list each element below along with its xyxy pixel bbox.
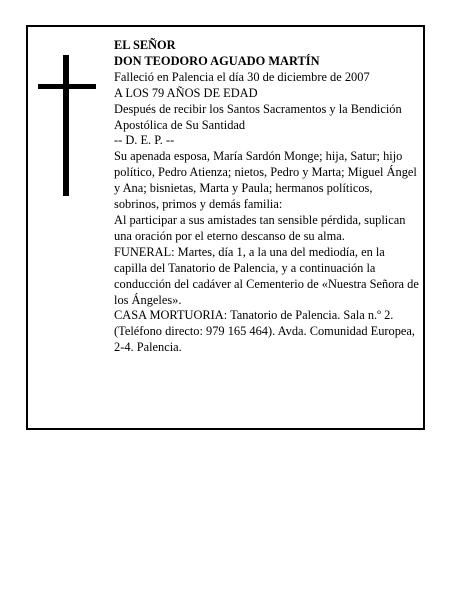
sacraments-line: Después de recibir los Santos Sacramentos y la Bendición Apostólica de Su Santidad xyxy=(114,101,402,132)
age-line: A LOS 79 AÑOS DE EDAD xyxy=(114,85,258,100)
mortuary-paragraph: CASA MORTUORIA: Tanatorio de Palencia. Sala n.º 2. (Teléfono directo: 979 165 464). Avda. Comunidad Europea, 2-4. Palencia. xyxy=(114,308,416,355)
funeral-paragraph: FUNERAL: Martes, día 1, a la una del mediodía, en la capilla del Tanatorio de Palencia, y a continuación la conducción del cadáver al Cementerio de «Nuestra Señora de los Ángeles». xyxy=(114,244,419,307)
death-date-line: Falleció en Palencia el día 30 de diciembre de 2007 xyxy=(114,69,370,84)
obituary-text xyxy=(114,38,419,356)
deceased-name: DON TEODORO AGUADO MARTÍN xyxy=(114,53,320,68)
rest-in-peace-line: -- D. E. P. -- xyxy=(114,133,175,148)
prayer-request-paragraph: Al participar a sus amistades tan sensible pérdida, suplican una oración por el eterno descanso de su alma. xyxy=(114,212,406,243)
family-paragraph: Su apenada esposa, María Sardón Monge; hija, Satur; hijo político, Pedro Atienza; nietos, Pedro y Marta; Miguel Ángel y Ana; bisnietas, Marta y Paula; hermanos políticos, sobrinos, primos y demás familia: xyxy=(114,149,417,212)
deceased-title: EL SEÑOR xyxy=(114,38,176,52)
cross-vertical-bar xyxy=(63,55,69,196)
cross-horizontal-bar xyxy=(38,84,96,89)
